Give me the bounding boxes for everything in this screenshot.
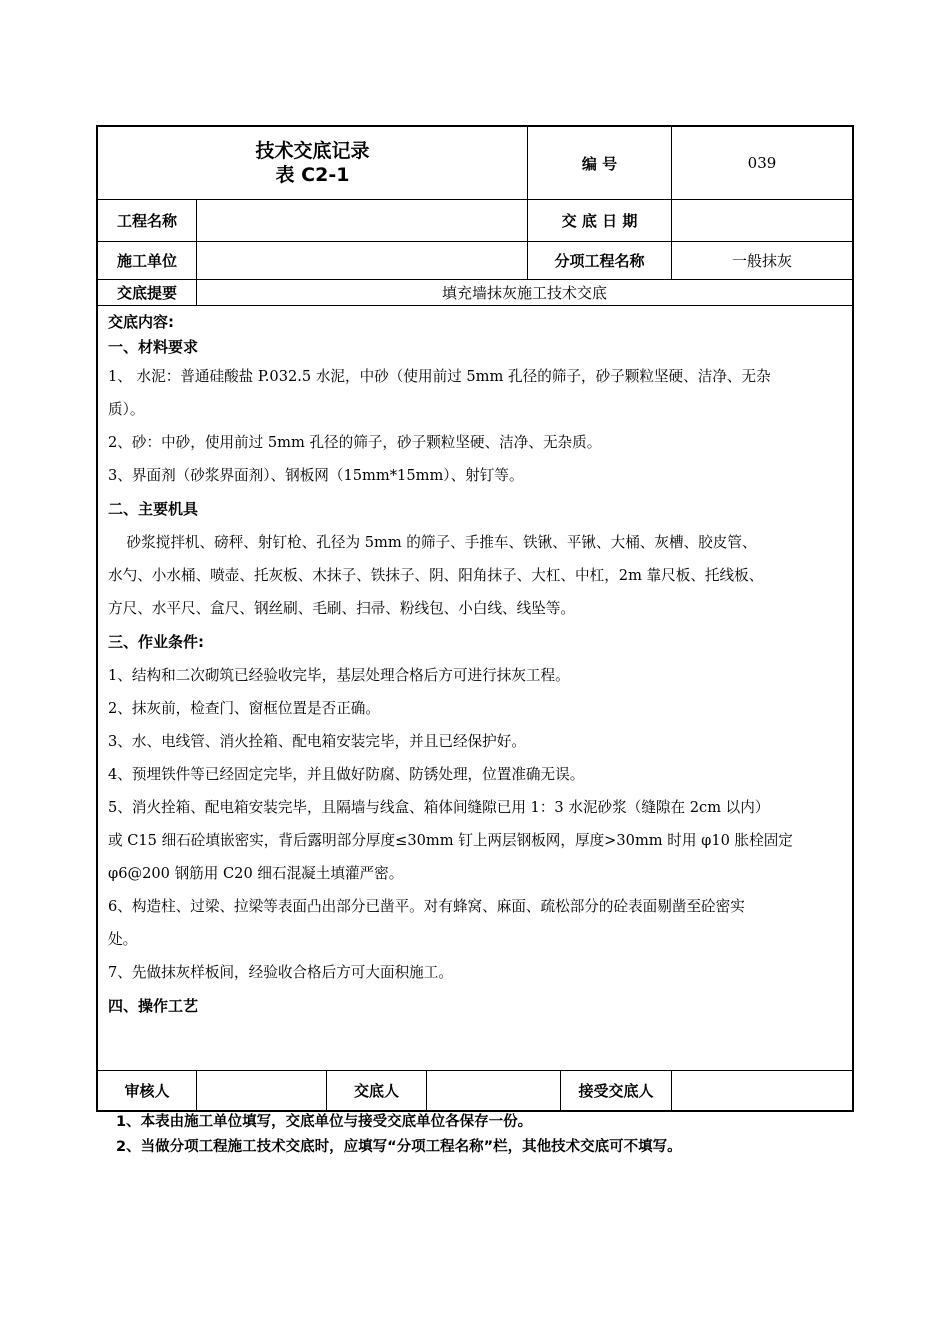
reviewer-field[interactable]: [196, 1071, 326, 1110]
footnote-2: 2、当做分项工程施工技术交底时，应填写“分项工程名称”栏，其他技术交底可不填写。: [116, 1139, 682, 1155]
conditions-line-2: 2、抹灰前，检查门、窗框位置是否正确。: [108, 700, 380, 717]
materials-line-1: 1、 水泥：普通硅酸盐 P.032.5 水泥，中砂（使用前过 5mm 孔径的筛子，砂子颗粒坚硬、洁净、无杂: [108, 368, 771, 385]
discloser-label: 交底人: [326, 1071, 426, 1110]
form-title-cell: [98, 127, 527, 199]
conditions-line-7: φ6@200 钢筋用 C20 细石混凝土填灌严密。: [108, 865, 404, 882]
subproject-field[interactable]: 一般抹灰: [671, 242, 852, 279]
number-value[interactable]: 039: [671, 127, 852, 199]
tools-line-3: 方尺、水平尺、盒尺、钢丝刷、毛刷、扫帚、粉线包、小白线、线坠等。: [108, 600, 576, 617]
conditions-line-1: 1、结构和二次砌筑已经验收完毕，基层处理合格后方可进行抹灰工程。: [108, 667, 570, 684]
conditions-line-9: 处。: [108, 931, 138, 948]
materials-line-4: 3、界面剂（砂浆界面剂）、钢板网（15mm*15mm）、射钉等。: [108, 467, 524, 484]
conditions-line-4: 4、预埋铁件等已经固定完毕，并且做好防腐、防锈处理，位置准确无误。: [108, 766, 585, 783]
project-name-row: [98, 200, 852, 242]
signature-row: [98, 1071, 852, 1110]
conditions-line-8: 6、构造柱、过梁、拉梁等表面凸出部分已凿平。对有蜂窝、麻面、疏松部分的砼表面剔凿至砼密实: [108, 898, 745, 915]
summary-row: [98, 280, 852, 306]
conditions-line-6: 或 C15 细石砼填嵌密实，背后露明部分厚度≤30mm 钉上两层钢板网，厚度>30mm 时用 φ10 胀栓固定: [108, 832, 793, 849]
conditions-line-5: 5、消火拴箱、配电箱安装完毕，且隔墙与线盒、箱体间缝隙已用 1：3 水泥砂浆（缝隙在 2cm 以内）: [108, 799, 770, 816]
form-title: 技术交底记录: [255, 140, 370, 162]
conditions-line-10: 7、先做抹灰样板间，经验收合格后方可大面积施工。: [108, 964, 453, 981]
tools-line-1: 砂浆搅拌机、磅秤、射钉枪、孔径为 5mm 的筛子、手推车、铁锹、平锹、大桶、灰槽、胶皮管、: [108, 534, 757, 551]
conditions-line-3: 3、水、电线管、消火拴箱、配电箱安装完毕，并且已经保护好。: [108, 733, 526, 750]
project-name-label: 工程名称: [116, 212, 177, 230]
project-name-field[interactable]: [196, 200, 527, 241]
receiver-field[interactable]: [671, 1071, 852, 1110]
section-process-title: 四、操作工艺: [108, 997, 199, 1015]
subproject-label: 分项工程名称: [527, 242, 671, 279]
disclosure-content: [98, 306, 852, 1071]
number-label: 编 号: [527, 127, 671, 199]
unit-field[interactable]: [196, 242, 527, 279]
content-label: 交底内容:: [108, 313, 174, 331]
discloser-field[interactable]: [426, 1071, 560, 1110]
unit-row: [98, 242, 852, 280]
section-tools-title: 二、主要机具: [108, 500, 199, 518]
tools-line-2: 水勺、小水桶、喷壶、托灰板、木抹子、铁抹子、阴、阳角抹子、大杠、中杠，2m 靠尺板、托线板、: [108, 567, 764, 584]
header-row: [98, 127, 852, 200]
receiver-label: 接受交底人: [560, 1071, 671, 1110]
disclosure-form: [96, 125, 854, 1112]
form-subtitle: 表 C2-1: [275, 164, 350, 186]
footnotes: [116, 1110, 682, 1160]
footnote-1: 1、本表由施工单位填写，交底单位与接受交底单位各保存一份。: [116, 1114, 533, 1130]
section-conditions-title: 三、作业条件:: [108, 633, 204, 651]
materials-line-2: 质）。: [108, 401, 145, 418]
date-field[interactable]: [671, 200, 852, 241]
summary-label: 交底提要: [116, 284, 177, 302]
summary-field[interactable]: 填充墙抹灰施工技术交底: [196, 280, 852, 305]
materials-line-3: 2、砂：中砂，使用前过 5mm 孔径的筛子，砂子颗粒坚硬、洁净、无杂质。: [108, 434, 602, 451]
date-label: 交 底 日 期: [527, 200, 671, 241]
reviewer-label: 审核人: [124, 1082, 170, 1100]
unit-label: 施工单位: [116, 252, 177, 270]
section-materials-title: 一、材料要求: [108, 338, 199, 356]
